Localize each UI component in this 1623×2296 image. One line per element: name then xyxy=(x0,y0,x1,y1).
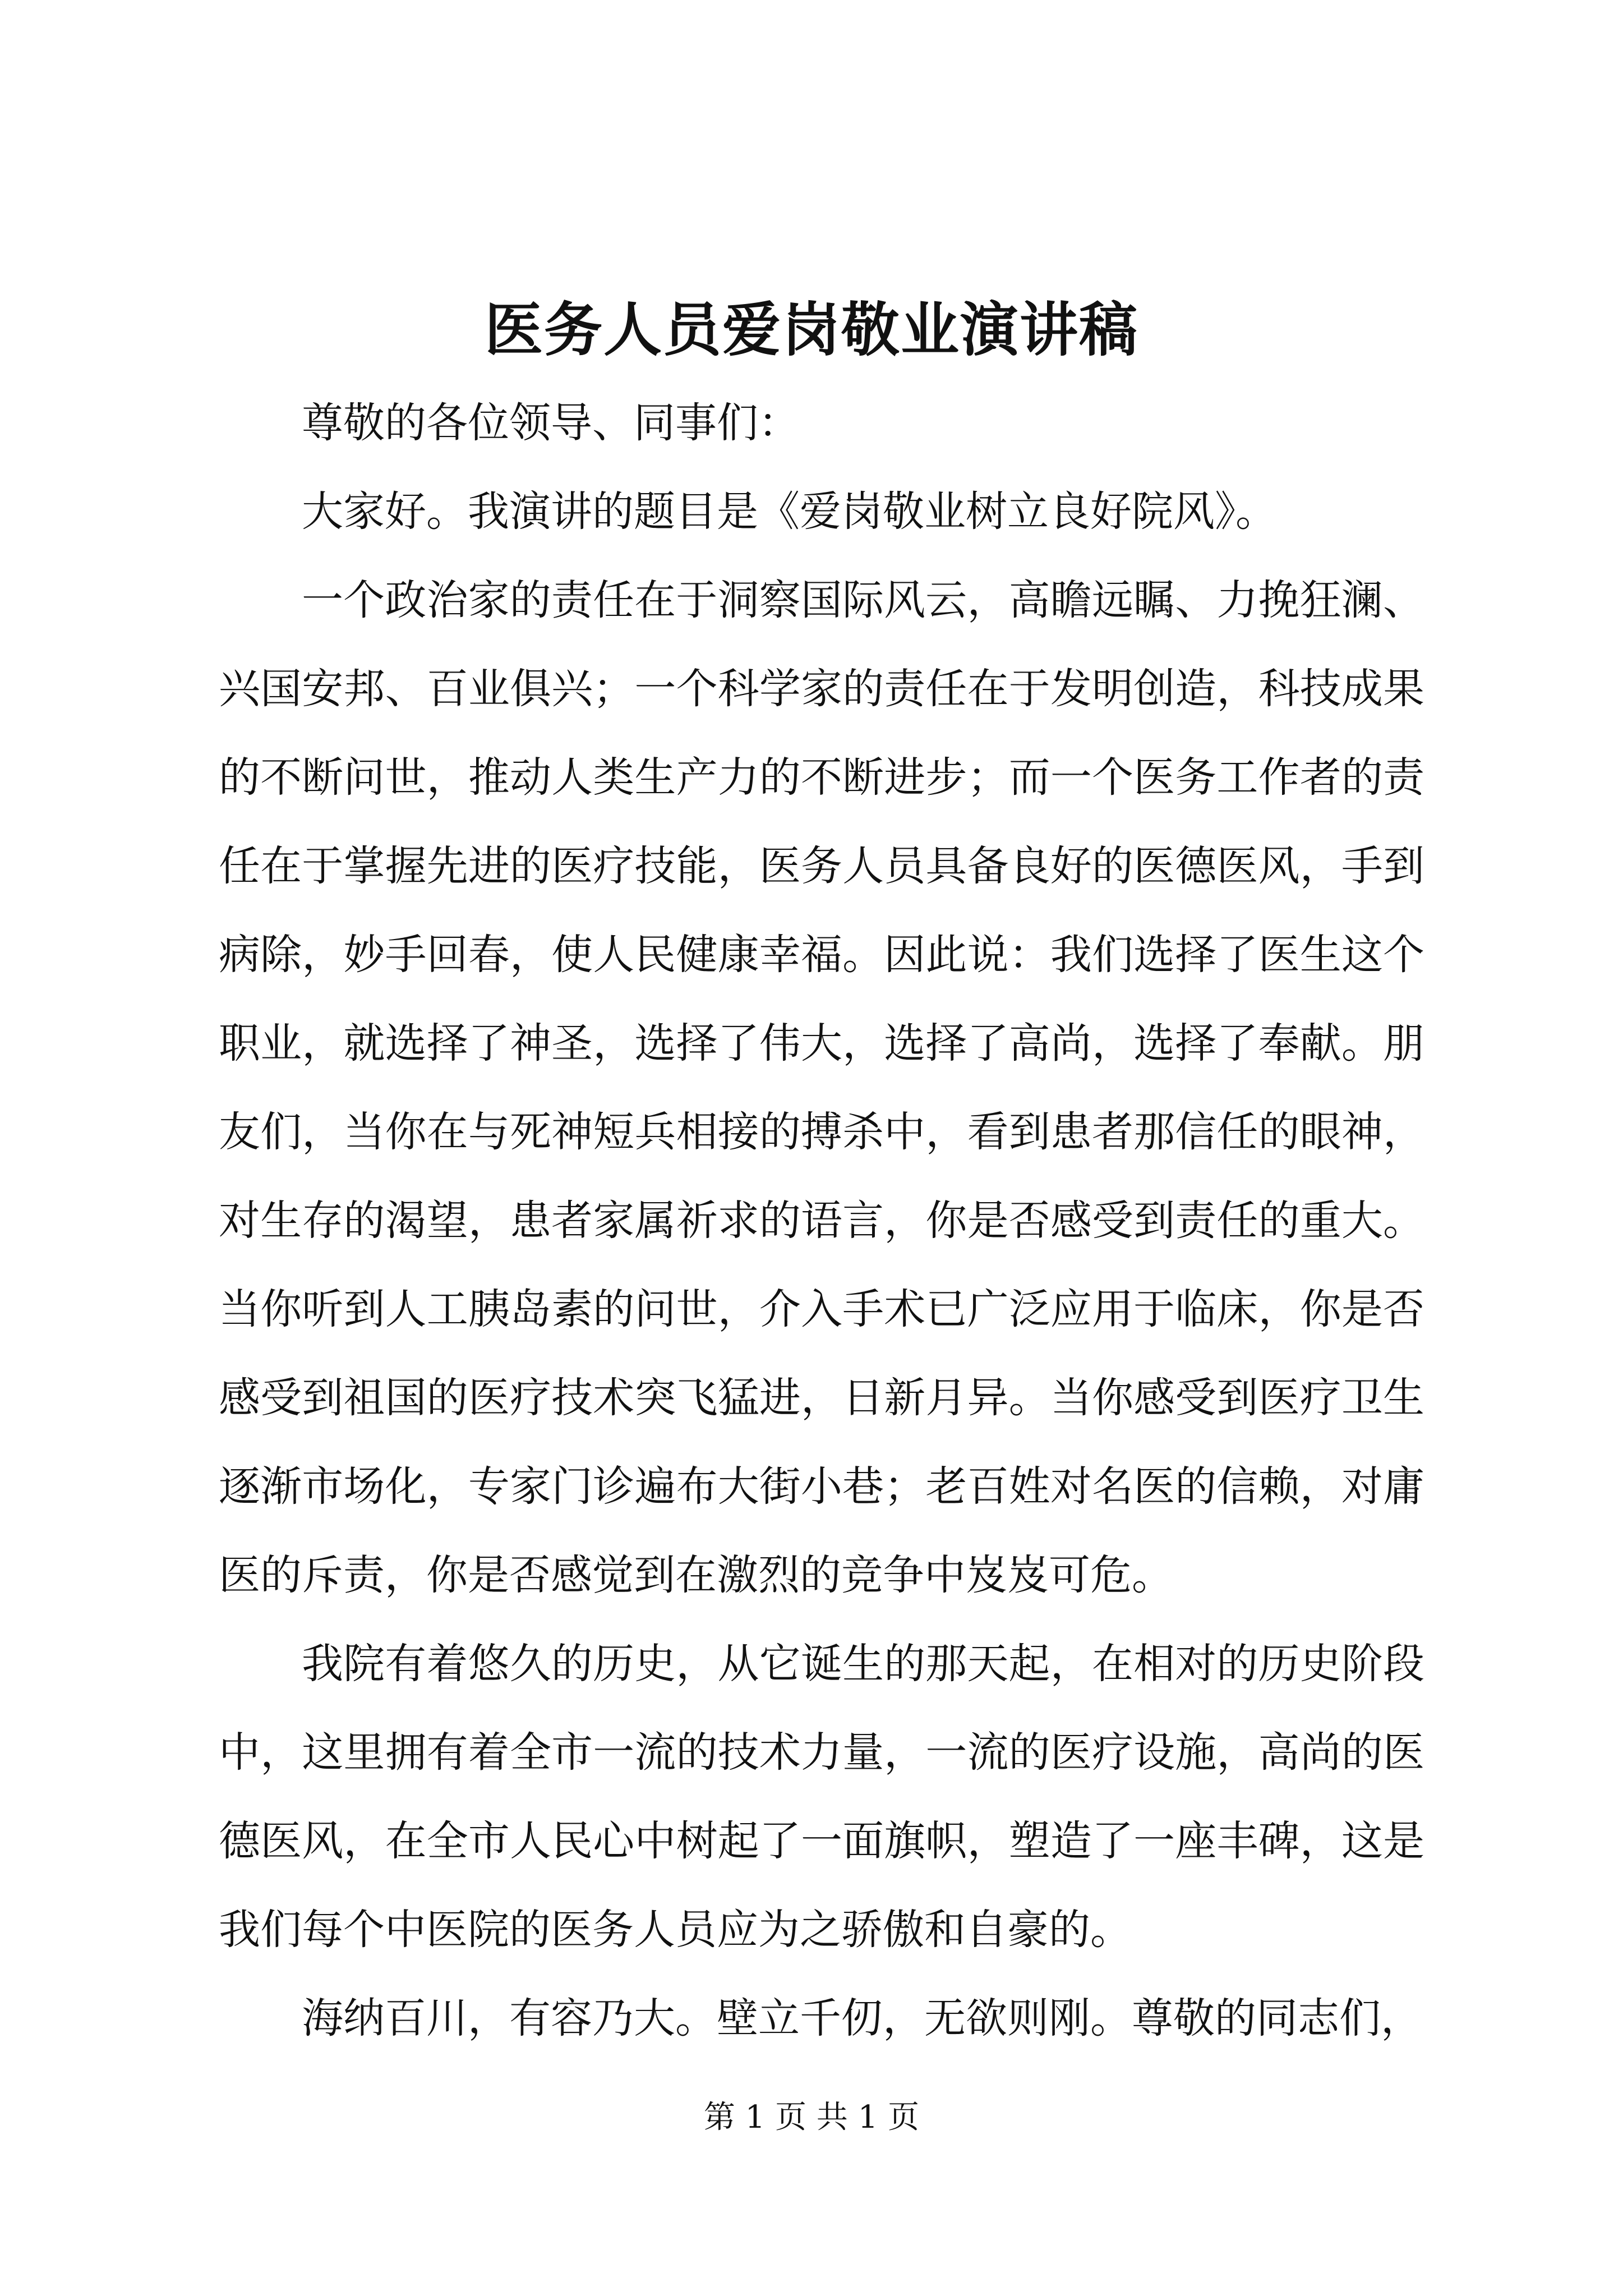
document-title: 医务人员爱岗敬业演讲稿 xyxy=(484,295,1138,364)
paragraph-responsibility: 一个政治家的责任在于洞察国际风云，高瞻远瞩、力挽狂澜、兴国安邦、百业俱兴；一个科学家的责任在于发明创造，科技成果的不断问世，推动人类生产力的不断进步；而一个医务工作者的责任在于掌握先进的医疗技能，医务人员具备良好的医德医风，手到病除，妙手回春，使人民健康幸福。因此说：我们选择了医生这个职业，就选择了神圣，选择了伟大，选择了高尚，选择了奉献。朋友们，当你在与死神短兵相接的搏杀中，看到患者那信任的眼神，对生存的渴望，患者家属祈求的语言，你是否感受到责任的重大。当你听到人工胰岛素的问世，介入手术已广泛应用于临床，你是否感受到祖国的医疗技术突飞猛进，日新月异。当你感受到医疗卫生逐渐市场化，专家门诊遍布大街小巷；老百姓对名医的信赖，对庸医的斥责，你是否感觉到在激烈的竞争中岌岌可危。 xyxy=(219,576,1424,1599)
page-footer: 第 1 页 共 1 页 xyxy=(703,2099,920,2136)
paragraph-salutation: 尊敬的各位领导、同事们： xyxy=(302,399,800,447)
paragraph-greeting: 大家好。我演讲的题目是《爱岗敬业树立良好院风》。 xyxy=(302,487,1277,536)
paragraph-closing-start: 海纳百川，有容乃大。壁立千仞，无欲则刚。尊敬的同志们， xyxy=(302,1994,1422,2042)
document-body xyxy=(219,379,1424,2063)
paragraph-hospital-history: 我院有着悠久的历史，从它诞生的那天起，在相对的历史阶段中，这里拥有着全市一流的技术力量，一流的医疗设施，高尚的医德医风，在全市人民心中树起了一面旗帜，塑造了一座丰碑，这是我们每个中医院的医务人员应为之骄傲和自豪的。 xyxy=(219,1640,1424,1954)
